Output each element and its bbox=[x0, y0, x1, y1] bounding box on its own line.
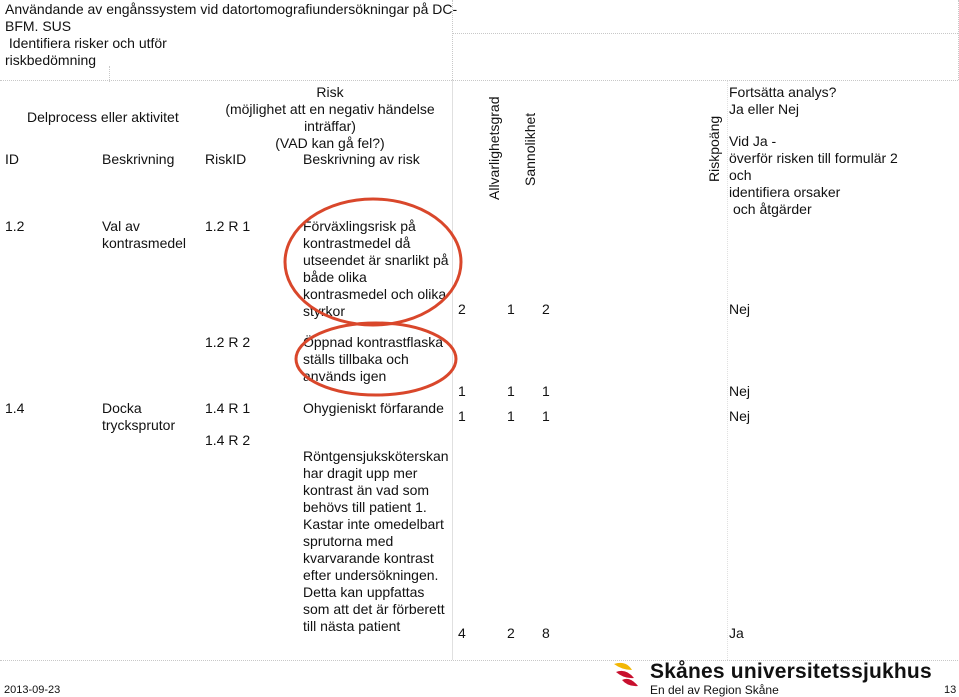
header-riskid: RiskID bbox=[205, 151, 247, 167]
row-allvar: 1 bbox=[458, 408, 466, 424]
row-fortsatta: Ja bbox=[729, 625, 744, 641]
row-riskid: 1.2 R 2 bbox=[205, 334, 251, 350]
document-title-line: BFM. SUS bbox=[5, 18, 72, 34]
row-fortsatta: Nej bbox=[729, 383, 751, 399]
row-sannolikhet: 1 bbox=[507, 383, 515, 399]
row-poang: 1 bbox=[542, 408, 550, 424]
footer-logo-subtitle: En del av Region Skåne bbox=[650, 683, 779, 697]
header-vidja-line: och bbox=[729, 167, 752, 183]
header-fortsatta: Fortsätta analys? bbox=[729, 84, 837, 100]
highlight-circle bbox=[296, 323, 456, 395]
row-beskrivning: Val av kontrasmedel bbox=[102, 218, 187, 251]
header-risk-line: (möjlighet att en negativ händelse bbox=[225, 101, 435, 117]
header-allvarlighetsgrad: Allvarlighetsgrad bbox=[486, 96, 502, 200]
row-risk-description: Förväxlingsrisk på kontrastmedel då utseendet är snarlikt på både olika kontrasmedel och olika styrkor bbox=[303, 218, 449, 319]
row-allvar: 4 bbox=[458, 625, 466, 641]
row-risk-description: Ohygieniskt förfarande bbox=[303, 400, 444, 416]
row-sannolikhet: 2 bbox=[507, 625, 515, 641]
row-sannolikhet: 1 bbox=[507, 301, 515, 317]
header-vidja-line: Vid Ja - bbox=[729, 133, 777, 149]
row-risk-description: Öppnad kontrastflaska ställs tillbaka och används igen bbox=[303, 334, 444, 384]
row-fortsatta: Nej bbox=[729, 301, 751, 317]
document-title-line: riskbedömning bbox=[5, 52, 97, 68]
header-delprocess: Delprocess eller aktivitet bbox=[27, 109, 179, 125]
row-sannolikhet: 1 bbox=[507, 408, 515, 424]
row-riskid: 1.4 R 2 bbox=[205, 432, 251, 448]
footer-logo-title: Skånes universitetssjukhus bbox=[650, 660, 932, 683]
header-risk-line: inträffar) bbox=[304, 118, 356, 134]
row-fortsatta: Nej bbox=[729, 408, 751, 424]
header-beskrivning: Beskrivning bbox=[102, 151, 175, 167]
row-id: 1.2 bbox=[5, 218, 25, 234]
row-risk-description: Röntgensjuksköterskan har dragit upp mer kontrast än vad som behövs till patient 1. Kastar inte omedelbart sprutorna med kvarvarande kontrast efter undersökningen. Detta kan uppfattas som att det är förberett till nästa patient bbox=[303, 448, 449, 634]
row-poang: 2 bbox=[542, 301, 550, 317]
footer-date: 2013-09-23 bbox=[4, 684, 61, 696]
highlight-circle bbox=[285, 199, 461, 325]
row-poang: 8 bbox=[542, 625, 550, 641]
header-id: ID bbox=[5, 151, 19, 167]
header-vidja-line: identifiera orsaker bbox=[729, 184, 841, 200]
document-title-line: Identifiera risker och utför bbox=[5, 35, 167, 51]
row-riskid: 1.2 R 1 bbox=[205, 218, 251, 234]
footer-page-number: 13 bbox=[944, 684, 957, 696]
header-risk-line: Risk bbox=[316, 84, 344, 100]
header-riskpoang: Riskpoäng bbox=[706, 115, 722, 182]
row-allvar: 1 bbox=[458, 383, 466, 399]
row-riskid: 1.4 R 1 bbox=[205, 400, 251, 416]
region-skane-logo-icon bbox=[612, 660, 642, 688]
row-poang: 1 bbox=[542, 383, 550, 399]
header-fortsatta-sub: Ja eller Nej bbox=[729, 101, 800, 117]
row-beskrivning: Docka trycksprutor bbox=[102, 400, 176, 433]
header-sannolikhet: Sannolikhet bbox=[522, 112, 538, 186]
header-vidja-line: överför risken till formulär 2 bbox=[729, 150, 898, 166]
row-allvar: 2 bbox=[458, 301, 466, 317]
header-beskrivning-risk: Beskrivning av risk bbox=[303, 151, 420, 167]
row-id: 1.4 bbox=[5, 400, 25, 416]
header-vidja-line: och åtgärder bbox=[733, 201, 812, 217]
header-risk-line: (VAD kan gå fel?) bbox=[275, 135, 385, 151]
document-title-line: Användande av engånssystem vid datortomografiundersökningar på DC- bbox=[5, 1, 458, 17]
